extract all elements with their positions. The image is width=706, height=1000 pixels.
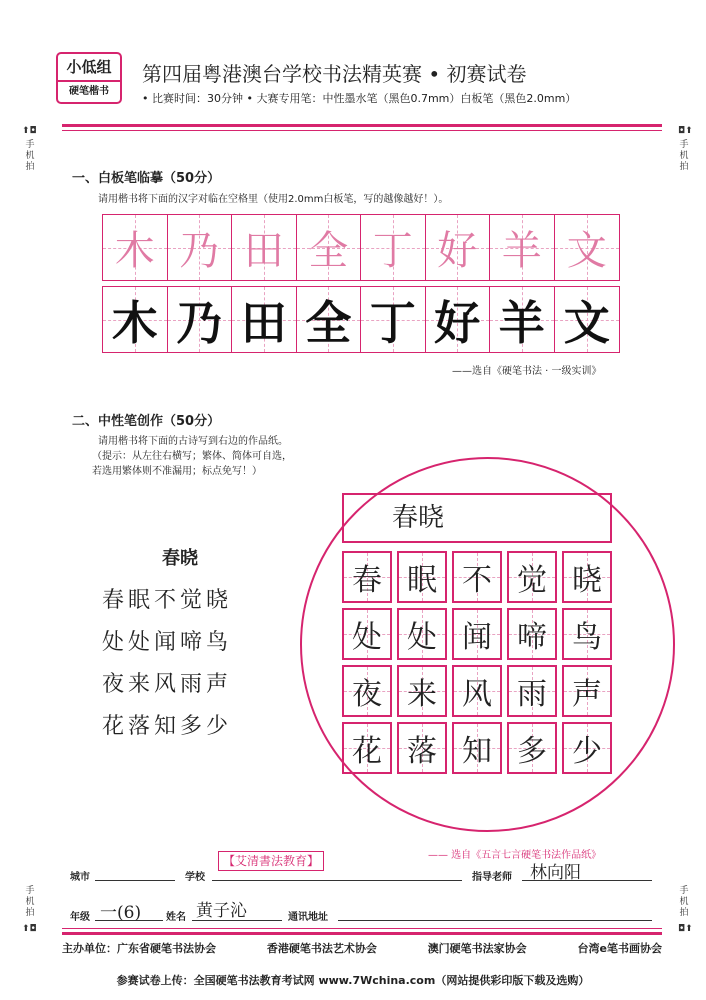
side-note-right-bottom: 手机拍 bbox=[679, 886, 689, 918]
header-rule bbox=[62, 124, 662, 127]
work-cell: 觉 bbox=[507, 551, 557, 603]
footer-rule bbox=[62, 932, 662, 935]
grade-value: 一(6) bbox=[100, 903, 142, 923]
copy-cell: 乃 bbox=[168, 287, 233, 352]
model-cell: 文 bbox=[555, 215, 620, 280]
camera-icon-right-bottom: ◘⬆ bbox=[678, 924, 693, 934]
copy-cell: 木 bbox=[103, 287, 168, 352]
section1-instruction: 请用楷书将下面的汉字对临在空格里（使用2.0mm白板笔，写的越像越好！）。 bbox=[98, 194, 449, 205]
badge-style-label: 硬笔楷书 bbox=[69, 86, 109, 97]
group-badge bbox=[56, 52, 122, 104]
copy-cell: 文 bbox=[555, 287, 620, 352]
work-cell: 知 bbox=[452, 722, 502, 774]
teacher-value: 林向阳 bbox=[530, 863, 581, 883]
work-sheet-row bbox=[342, 551, 612, 603]
camera-icon-left-bottom: ⬆◘ bbox=[22, 924, 37, 934]
work-cell: 落 bbox=[397, 722, 447, 774]
copy-cell: 全 bbox=[297, 287, 362, 352]
badge-group-label: 小低组 bbox=[58, 54, 120, 82]
camera-icon-left-top: ⬆◘ bbox=[22, 126, 37, 136]
work-cell: 处 bbox=[342, 608, 392, 660]
side-note-left-top: 手机拍 bbox=[25, 140, 35, 172]
copy-cell: 羊 bbox=[490, 287, 555, 352]
teacher-label: 指导老师 bbox=[472, 872, 512, 883]
address-field[interactable] bbox=[338, 920, 652, 921]
address-label: 通讯地址 bbox=[288, 912, 328, 923]
model-cell: 羊 bbox=[490, 215, 555, 280]
work-cell: 雨 bbox=[507, 665, 557, 717]
work-cell: 闻 bbox=[452, 608, 502, 660]
work-cell: 少 bbox=[562, 722, 612, 774]
model-cell: 田 bbox=[232, 215, 297, 280]
city-field[interactable] bbox=[95, 880, 175, 881]
work-cell: 声 bbox=[562, 665, 612, 717]
work-cell: 多 bbox=[507, 722, 557, 774]
city-label: 城市 bbox=[70, 872, 90, 883]
school-field[interactable] bbox=[212, 880, 462, 881]
poem-line: 处处闻啼鸟 bbox=[102, 630, 233, 655]
work-sheet-row bbox=[342, 608, 612, 660]
work-cell: 处 bbox=[397, 608, 447, 660]
work-sheet-row bbox=[342, 722, 612, 774]
section2-title: 二、中性笔创作（50分） bbox=[72, 414, 221, 429]
work-cell: 眠 bbox=[397, 551, 447, 603]
header-rule-thin bbox=[62, 130, 662, 131]
section1-source: ——选自《硬笔书法 · 一级实训》 bbox=[452, 366, 602, 377]
work-cell: 春 bbox=[342, 551, 392, 603]
poem-title: 春晓 bbox=[162, 548, 198, 569]
organizer-item: 主办单位：广东省硬笔书法协会 bbox=[62, 942, 216, 955]
model-cell: 丁 bbox=[361, 215, 426, 280]
camera-icon-right-top: ◘⬆ bbox=[678, 126, 693, 136]
name-label: 姓名 bbox=[166, 912, 186, 923]
side-note-right-top: 手机拍 bbox=[679, 140, 689, 172]
work-cell: 啼 bbox=[507, 608, 557, 660]
section2-instruction-line: （提示：从左往右横写；繁体、简体可自选， bbox=[92, 451, 292, 462]
section2-instruction-line: 若选用繁体则不准漏用；标点免写！） bbox=[92, 466, 262, 477]
poem-line: 花落知多少 bbox=[102, 714, 233, 739]
work-cell: 来 bbox=[397, 665, 447, 717]
section2-source: —— 选自《五言七言硬笔书法作品纸》 bbox=[428, 850, 602, 861]
model-character-row bbox=[102, 214, 620, 281]
model-cell: 好 bbox=[426, 215, 491, 280]
school-label: 学校 bbox=[185, 872, 205, 883]
model-cell: 木 bbox=[103, 215, 168, 280]
organizer-item: 台湾e笔书画协会 bbox=[577, 942, 662, 955]
name-value: 黄子沁 bbox=[196, 901, 247, 921]
page-title: 第四届粤港澳台学校书法精英赛 • 初赛试卷 bbox=[142, 62, 527, 86]
work-cell: 夜 bbox=[342, 665, 392, 717]
school-stamp: 【艾清書法教育】 bbox=[218, 851, 324, 871]
work-sheet-grid bbox=[342, 551, 612, 779]
work-sheet-title: 春晓 bbox=[342, 493, 612, 543]
footer-rule-thin bbox=[62, 928, 662, 929]
section1-title: 一、白板笔临摹（50分） bbox=[72, 171, 221, 186]
organizer-item: 澳门硬笔书法家协会 bbox=[427, 942, 527, 955]
organizers bbox=[62, 940, 662, 956]
work-cell: 不 bbox=[452, 551, 502, 603]
work-cell: 鸟 bbox=[562, 608, 612, 660]
copy-cell: 田 bbox=[232, 287, 297, 352]
grade-label: 年级 bbox=[70, 912, 90, 923]
work-sheet-row bbox=[342, 665, 612, 717]
copy-cell: 好 bbox=[426, 287, 491, 352]
poem-line: 春眠不觉晓 bbox=[102, 588, 233, 613]
model-cell: 乃 bbox=[168, 215, 233, 280]
side-note-left-bottom: 手机拍 bbox=[25, 886, 35, 918]
poem-line: 夜来风雨声 bbox=[102, 672, 233, 697]
page-subtitle: • 比赛时间：30分钟 • 大赛专用笔：中性墨水笔（黑色0.7mm）白板笔（黑色2.0mm） bbox=[142, 92, 577, 105]
copy-character-row bbox=[102, 286, 620, 353]
work-cell: 晓 bbox=[562, 551, 612, 603]
organizer-item: 香港硬笔书法艺术协会 bbox=[266, 942, 377, 955]
section2-instruction-line: 请用楷书将下面的古诗写到右边的作品纸。 bbox=[98, 436, 288, 447]
copy-cell: 丁 bbox=[361, 287, 426, 352]
work-cell: 花 bbox=[342, 722, 392, 774]
work-cell: 风 bbox=[452, 665, 502, 717]
model-cell: 全 bbox=[297, 215, 362, 280]
upload-note: 参赛试卷上传：全国硬笔书法教育考试网 www.7Wchina.com（网站提供彩印版下载及选购） bbox=[116, 974, 590, 987]
